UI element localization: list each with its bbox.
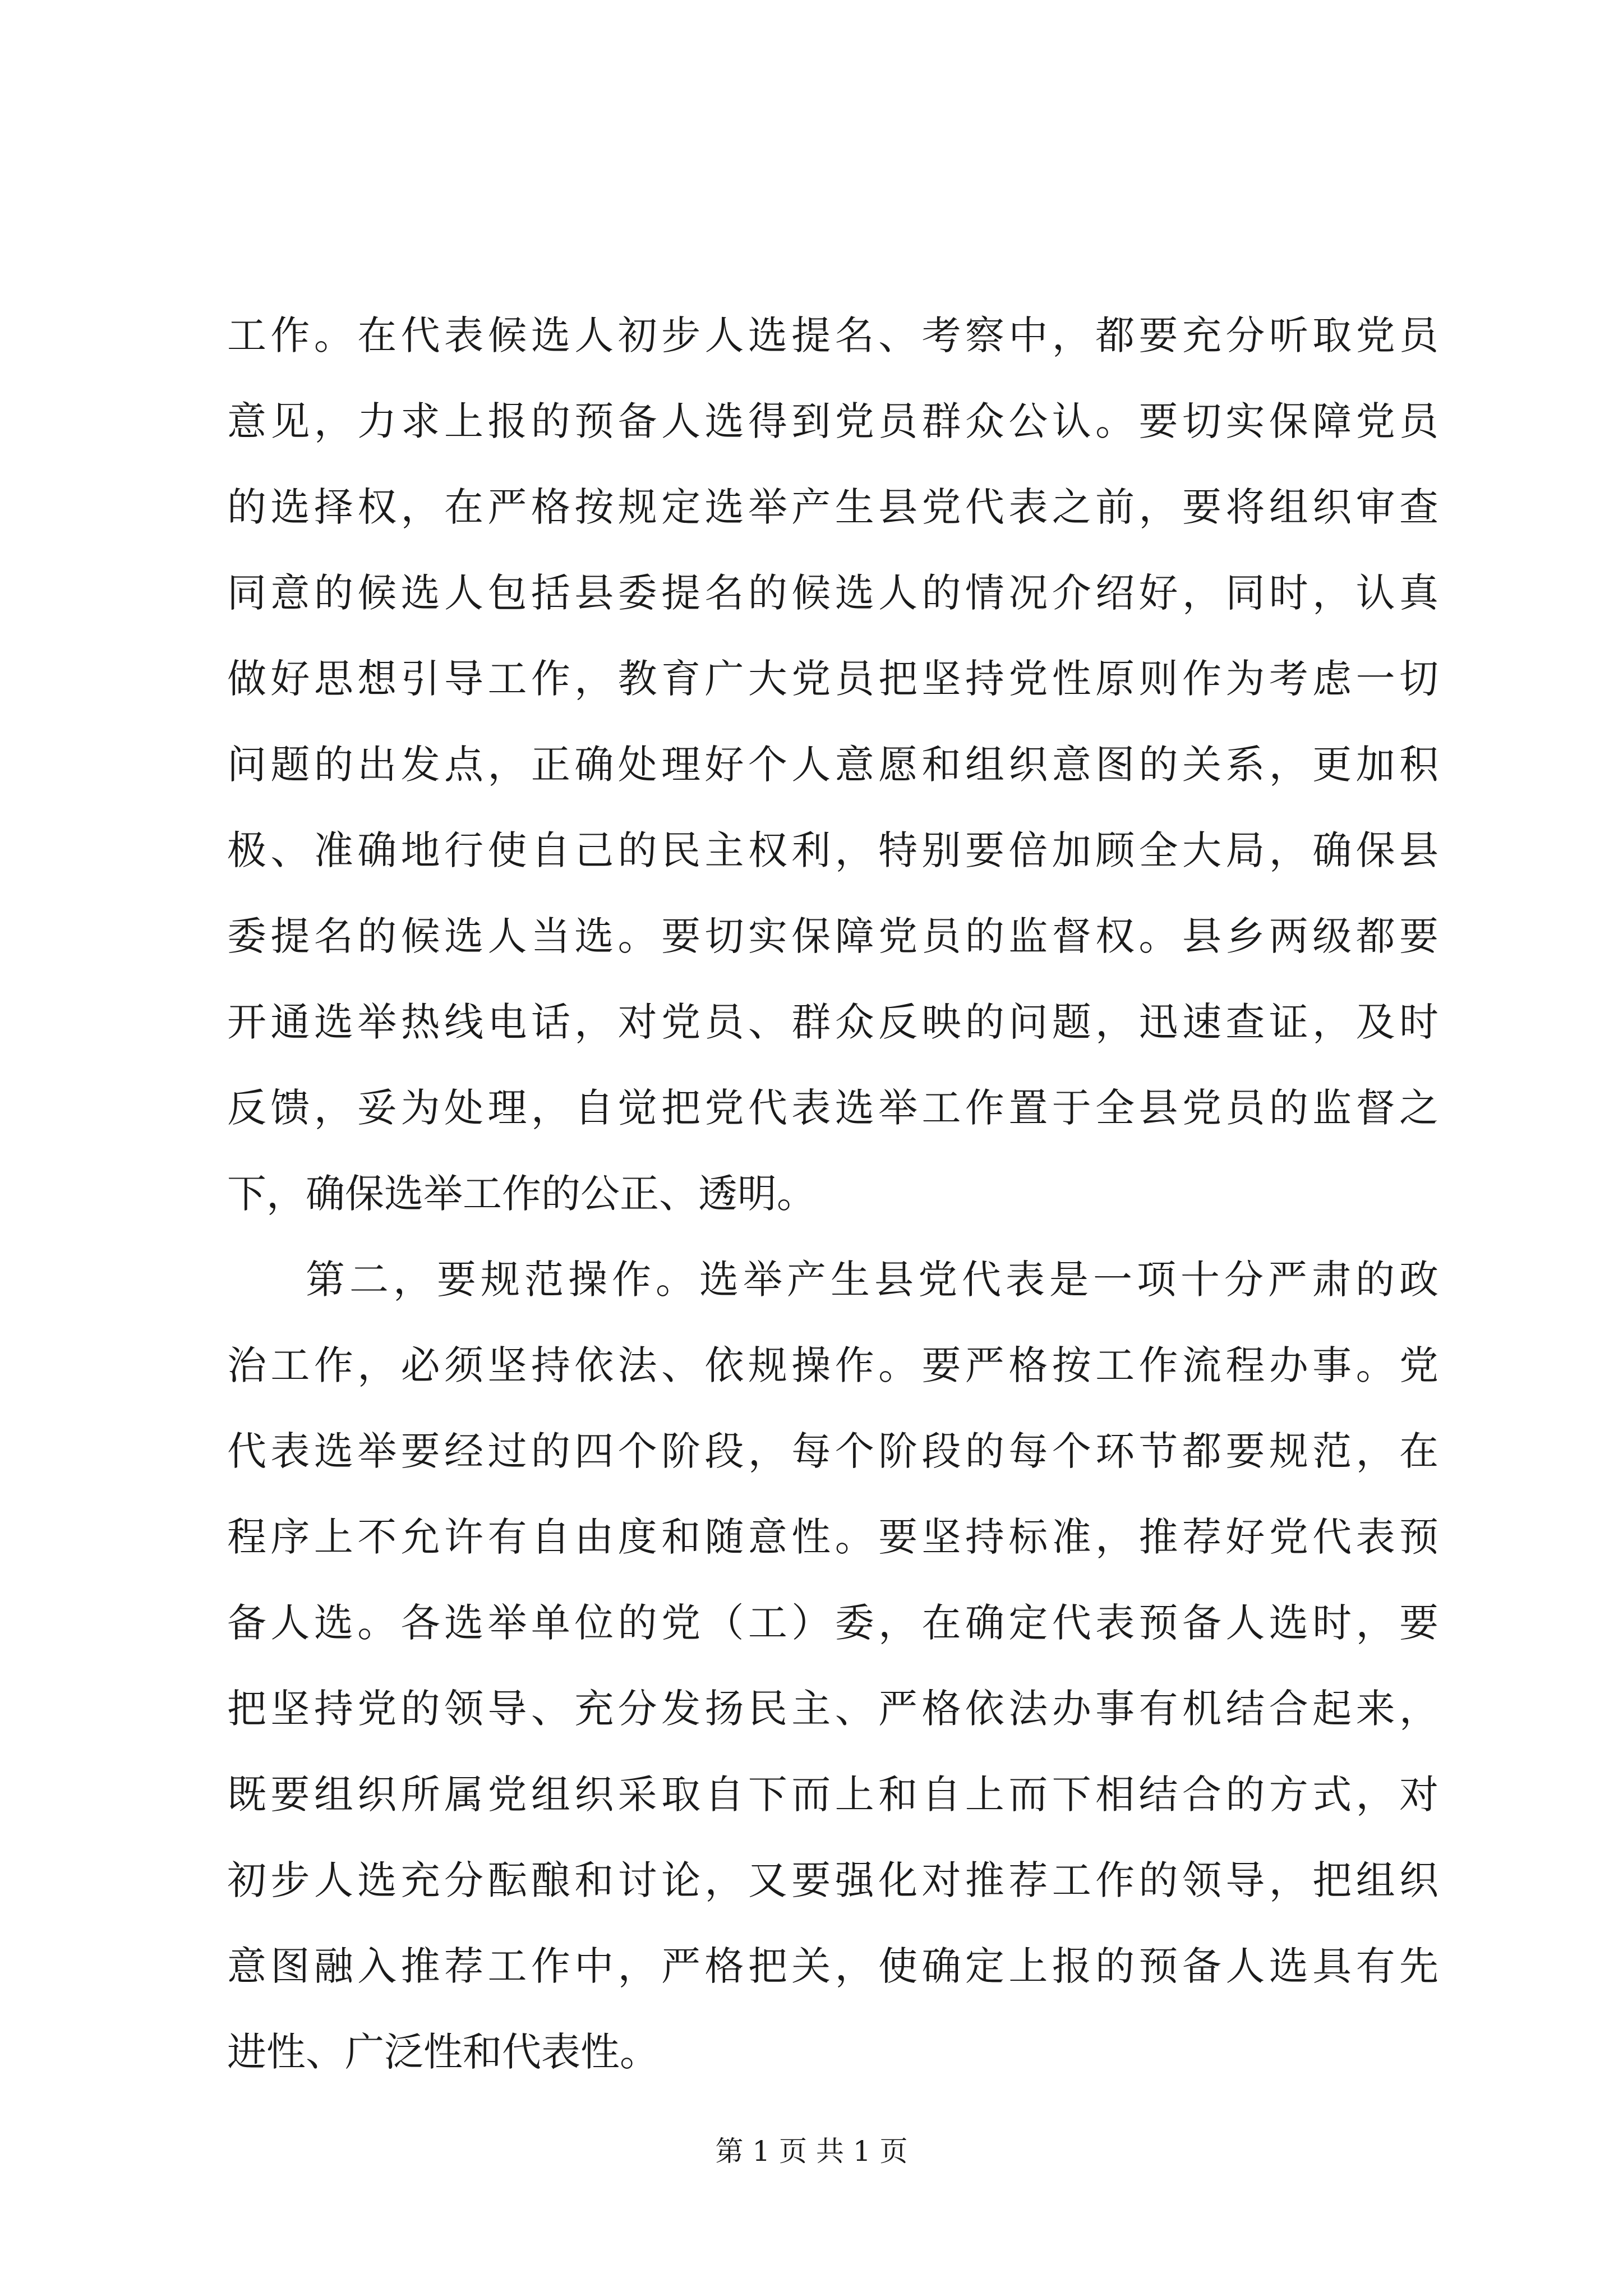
paragraph-1-line-5: 做好思想引导工作，教育广大党员把坚持党性原则作为考虑一切 [227, 656, 1438, 702]
paragraph-2-line-6: 把坚持党的领导、充分发扬民主、严格依法办事有机结合起来， [227, 1686, 1438, 1732]
page-footer [0, 2132, 1623, 2171]
paragraph-1-line-2: 意见，力求上报的预备人选得到党员群众公认。要切实保障党员 [227, 398, 1438, 444]
paragraph-1-line-6: 问题的出发点，正确处理好个人意愿和组织意图的关系，更加积 [227, 742, 1438, 788]
paragraph-2-line-4: 程序上不允许有自由度和随意性。要坚持标准，推荐好党代表预 [227, 1514, 1438, 1560]
paragraph-2-line-10: 进性、广泛性和代表性。 [227, 2029, 659, 2075]
paragraph-1-line-9: 开通选举热线电话，对党员、群众反映的问题，迅速查证，及时 [227, 999, 1438, 1045]
paragraph-2-line-1: 第二，要规范操作。选举产生县党代表是一项十分严肃的政 [306, 1257, 1438, 1303]
document-body [227, 293, 1438, 2095]
paragraph-2-line-3: 代表选举要经过的四个阶段，每个阶段的每个环节都要规范，在 [227, 1428, 1438, 1474]
paragraph-2-line-8: 初步人选充分酝酿和讨论，又要强化对推荐工作的领导，把组织 [227, 1857, 1438, 1903]
page-number: 第 1 页 共 1 页 [715, 2135, 908, 2168]
paragraph-1-line-4: 同意的候选人包括县委提名的候选人的情况介绍好，同时，认真 [227, 570, 1438, 616]
paragraph-1-line-7: 极、准确地行使自己的民主权利，特别要倍加顾全大局，确保县 [227, 827, 1438, 873]
paragraph-2-line-7: 既要组织所属党组织采取自下而上和自上而下相结合的方式，对 [227, 1772, 1438, 1818]
paragraph-1-line-8: 委提名的候选人当选。要切实保障党员的监督权。县乡两级都要 [227, 913, 1438, 959]
paragraph-1-line-3: 的选择权，在严格按规定选举产生县党代表之前，要将组织审查 [227, 484, 1438, 530]
paragraph-2-line-9: 意图融入推荐工作中，严格把关，使确定上报的预备人选具有先 [227, 1943, 1438, 1989]
paragraph-1-line-10: 反馈，妥为处理，自觉把党代表选举工作置于全县党员的监督之 [227, 1085, 1438, 1131]
paragraph-2-line-2: 治工作，必须坚持依法、依规操作。要严格按工作流程办事。党 [227, 1342, 1438, 1388]
paragraph-1-line-1: 工作。在代表候选人初步人选提名、考察中，都要充分听取党员 [227, 312, 1438, 358]
paragraph-2-line-5: 备人选。各选举单位的党（工）委，在确定代表预备人选时，要 [227, 1600, 1438, 1646]
paragraph-1-line-11: 下，确保选举工作的公正、透明。 [227, 1171, 816, 1217]
